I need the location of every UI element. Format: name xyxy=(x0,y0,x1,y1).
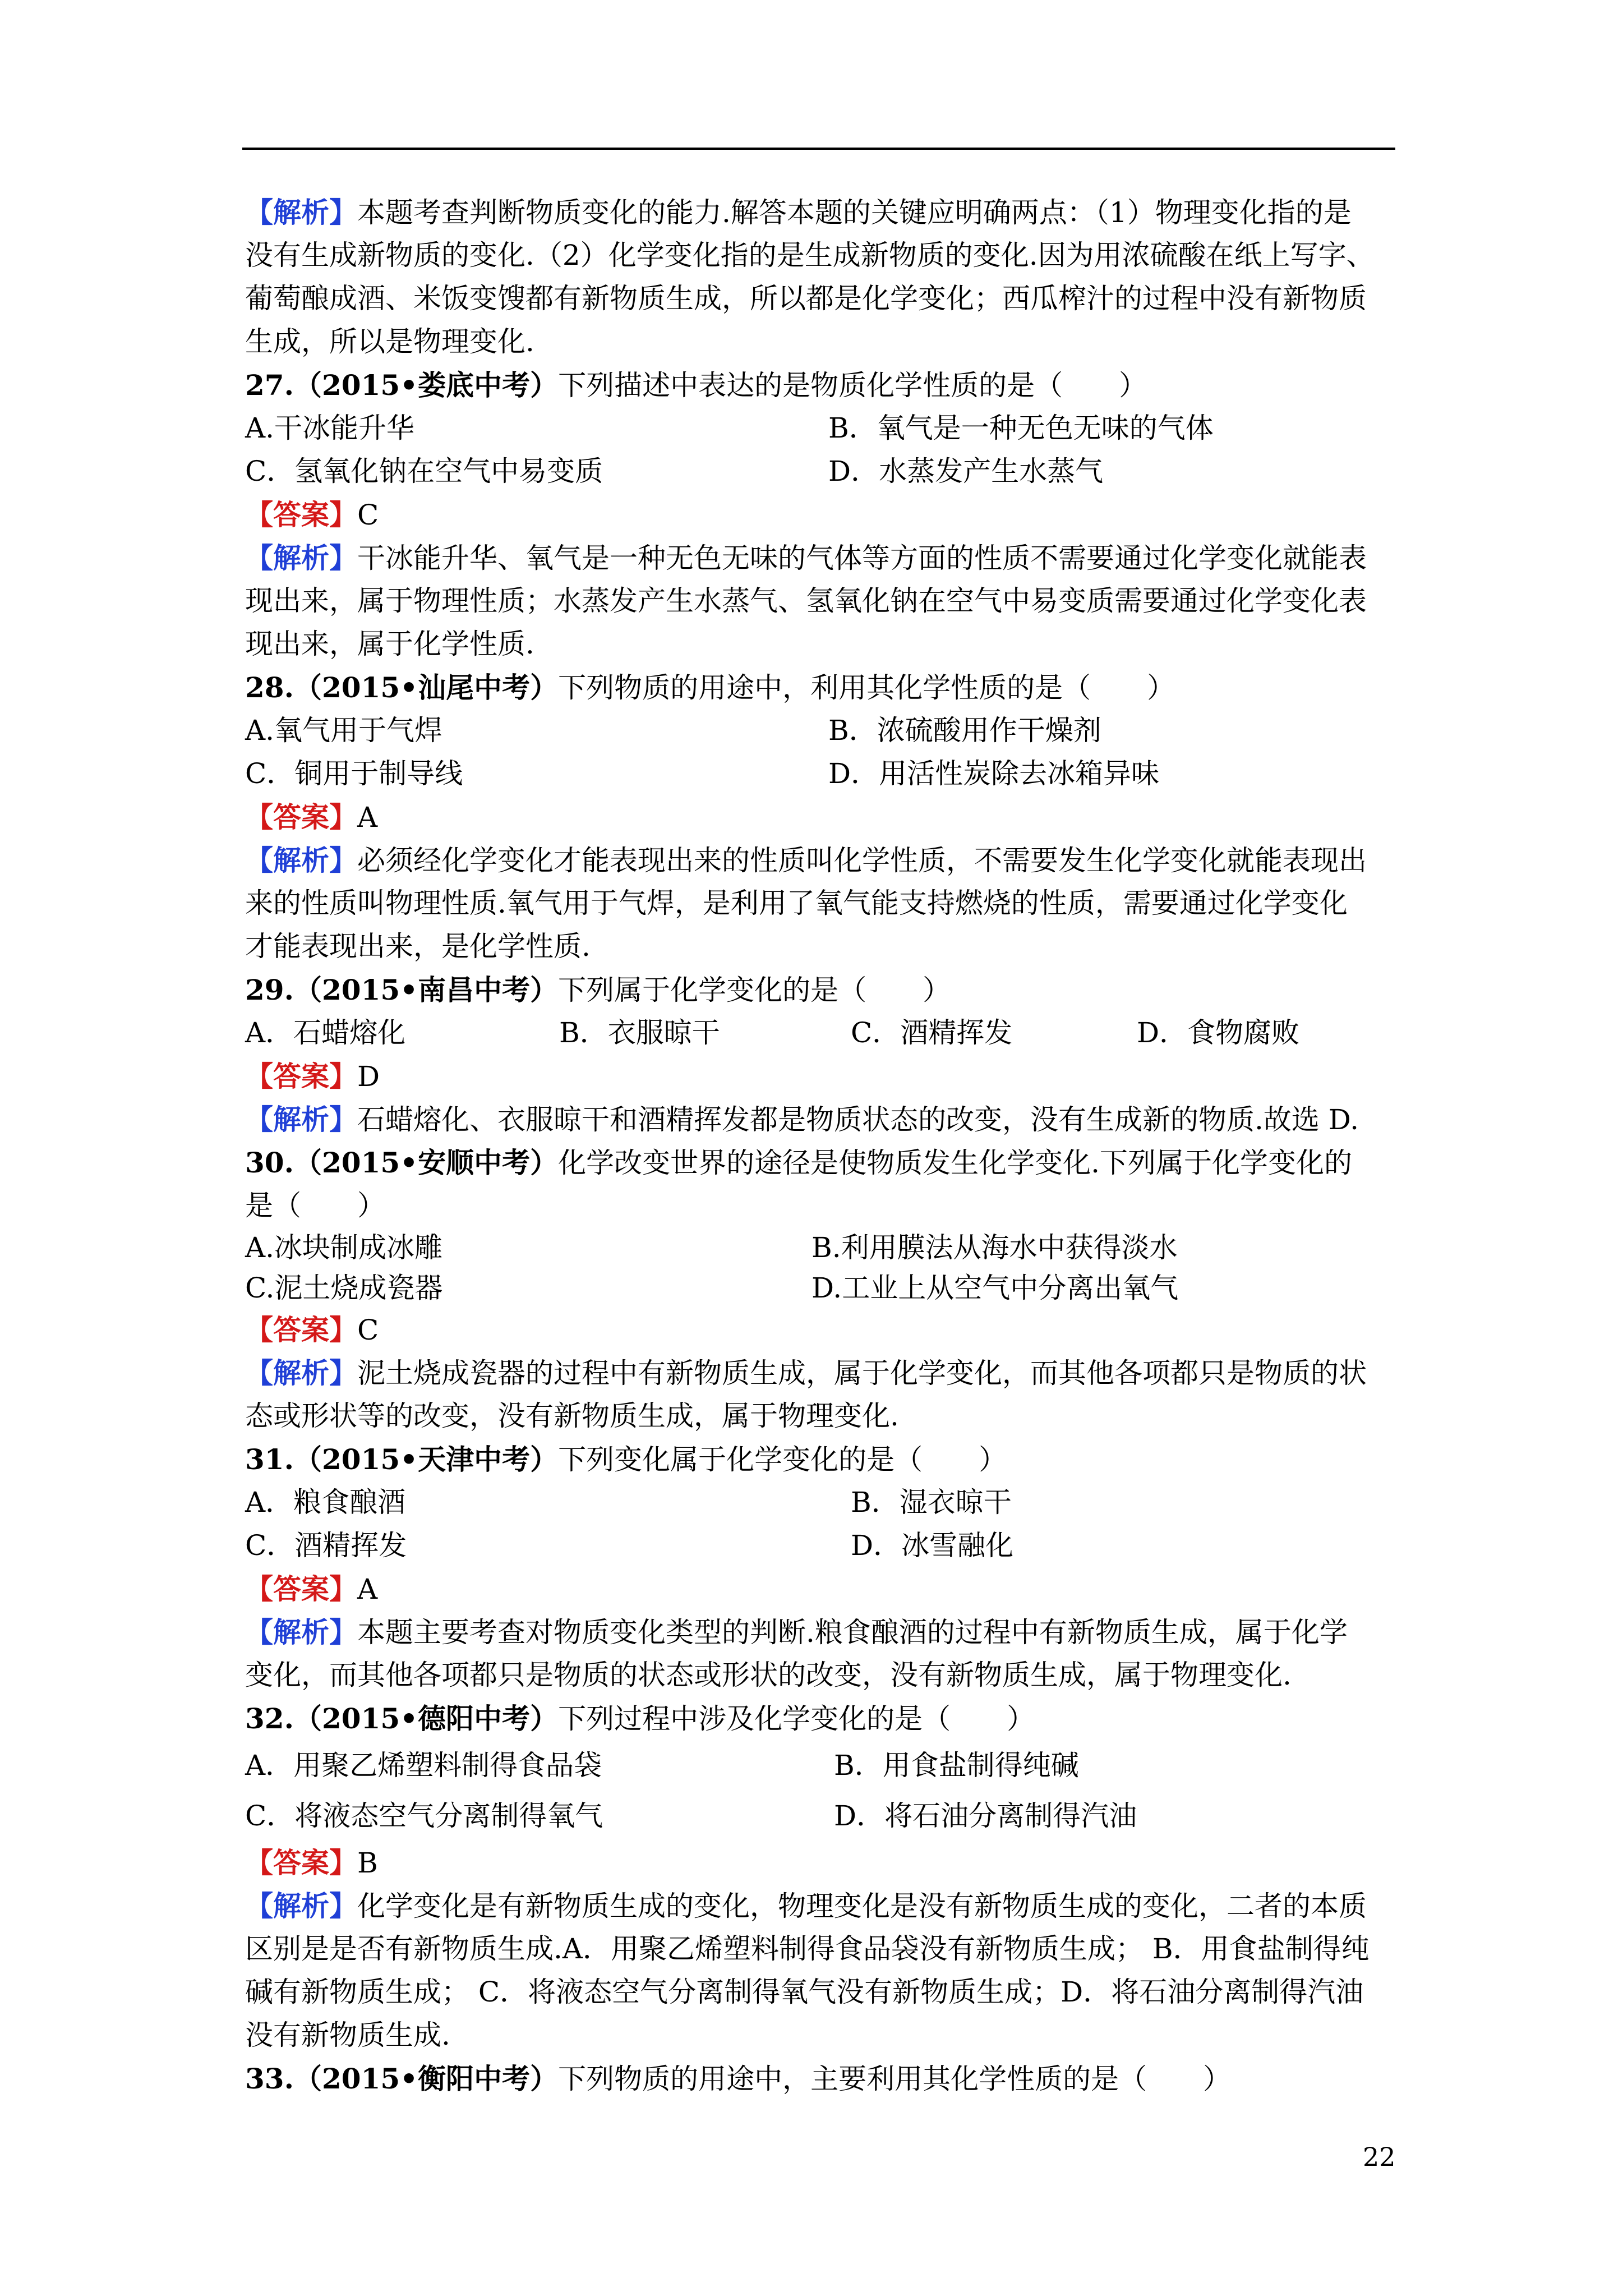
explanation-line: 【解析】石蜡熔化、衣服晾干和酒精挥发都是物质状态的改变，没有生成新的物质.故选 D. xyxy=(245,1103,1359,1136)
explanation-tag: 【解析】 xyxy=(245,1889,357,1922)
explanation-line: 没有新物质生成. xyxy=(245,2019,450,2051)
option-d: D．将石油分离制得汽油 xyxy=(834,1800,1137,1832)
question-stem: 29.（2015•南昌中考）下列属于化学变化的是（ ） xyxy=(245,973,951,1006)
question-stem-cont: 是（ ） xyxy=(245,1189,385,1222)
explanation-line: 现出来，属于化学性质. xyxy=(245,628,534,660)
explanation-tag: 【解析】 xyxy=(245,1356,357,1389)
explanation-line: 没有生成新物质的变化.（2）化学变化指的是生成新物质的变化.因为用浓硫酸在纸上写字、 xyxy=(245,239,1375,272)
answer-value: C xyxy=(357,1314,379,1346)
explanation-line: 生成，所以是物理变化. xyxy=(245,325,534,358)
question-stem: 32.（2015•德阳中考）下列过程中涉及化学变化的是（ ） xyxy=(245,1702,1035,1735)
explanation-line: 碱有新物质生成； C．将液态空气分离制得氧气没有新物质生成；D．将石油分离制得汽油 xyxy=(245,1976,1364,2008)
question-stem: 27.（2015•娄底中考）下列描述中表达的是物质化学性质的是（ ） xyxy=(245,369,1147,402)
option-row xyxy=(245,407,1400,450)
answer-tag: 【答案】 xyxy=(245,1846,357,1879)
option-a: A.冰块制成冰雕 xyxy=(245,1231,443,1264)
question-stem: 30.（2015•安顺中考）化学改变世界的途径是使物质发生化学变化.下列属于化学变化的 xyxy=(245,1146,1353,1179)
explanation-line: 现出来，属于物理性质；水蒸发产生水蒸气、氢氧化钠在空气中易变质需要通过化学变化表 xyxy=(245,585,1367,617)
explanation-line: 才能表现出来，是化学性质. xyxy=(245,930,591,963)
explanation-line: 【解析】本题主要考查对物质变化类型的判断.粮食酿酒的过程中有新物质生成，属于化学 xyxy=(245,1616,1348,1649)
explanation-line: 区别是是否有新物质生成.A．用聚乙烯塑料制得食品袋没有新物质生成； B．用食盐制得纯 xyxy=(245,1932,1370,1965)
option-row xyxy=(245,450,1400,493)
question-stem: 33.（2015•衡阳中考）下列物质的用途中，主要利用其化学性质的是（ ） xyxy=(245,2062,1232,2095)
option-row xyxy=(245,1011,1400,1055)
answer-tag: 【答案】 xyxy=(245,498,357,531)
option-row xyxy=(245,709,1400,752)
option-d: D．食物腐败 xyxy=(1137,1016,1300,1049)
option-row xyxy=(245,1524,1400,1567)
explanation-line: 【解析】必须经化学变化才能表现出来的性质叫化学性质，不需要发生化学变化就能表现出 xyxy=(245,844,1367,877)
explanation-line: 【解析】干冰能升华、氧气是一种无色无味的气体等方面的性质不需要通过化学变化就能表 xyxy=(245,541,1367,574)
explanation-line: 来的性质叫物理性质.氧气用于气焊，是利用了氧气能支持燃烧的性质，需要通过化学变化 xyxy=(245,887,1348,919)
option-b: B．用食盐制得纯碱 xyxy=(834,1749,1079,1782)
option-c: C．铜用于制导线 xyxy=(245,757,463,790)
explanation-tag: 【解析】 xyxy=(245,541,357,574)
answer-tag: 【答案】 xyxy=(245,1060,357,1093)
page-body xyxy=(245,191,1400,2100)
answer-tag: 【答案】 xyxy=(245,1313,357,1346)
option-b: B．浓硫酸用作干燥剂 xyxy=(828,714,1101,747)
option-c: C．氢氧化钠在空气中易变质 xyxy=(245,455,603,487)
answer-line xyxy=(245,493,1400,536)
option-a: A.干冰能升华 xyxy=(245,412,415,444)
explanation-tag: 【解析】 xyxy=(245,844,357,877)
answer-value: D xyxy=(357,1060,380,1093)
question-stem: 31.（2015•天津中考）下列变化属于化学变化的是（ ） xyxy=(245,1443,1007,1476)
explanation-tag: 【解析】 xyxy=(245,1103,357,1136)
explanation-line: 【解析】化学变化是有新物质生成的变化，物理变化是没有新物质生成的变化，二者的本质 xyxy=(245,1889,1367,1922)
option-a: A.氧气用于气焊 xyxy=(245,714,443,747)
option-row xyxy=(245,1481,1400,1524)
answer-tag: 【答案】 xyxy=(245,1572,357,1605)
option-b: B．衣服晾干 xyxy=(559,1016,720,1049)
explanation-line: 【解析】泥土烧成瓷器的过程中有新物质生成，属于化学变化，而其他各项都只是物质的状 xyxy=(245,1356,1367,1389)
option-row xyxy=(245,752,1400,795)
option-a: A．粮食酿酒 xyxy=(245,1486,406,1519)
header-rule xyxy=(242,148,1395,150)
explanation-line: 变化，而其他各项都只是物质的状态或形状的改变，没有新物质生成，属于物理变化. xyxy=(245,1659,1292,1691)
option-row xyxy=(245,1268,1400,1308)
option-d: D．冰雪融化 xyxy=(851,1529,1014,1562)
answer-line xyxy=(245,1567,1400,1611)
option-b: B．氧气是一种无色无味的气体 xyxy=(828,412,1214,444)
question-stem: 28.（2015•汕尾中考）下列物质的用途中，利用其化学性质的是（ ） xyxy=(245,671,1175,704)
option-b: B．湿衣晾干 xyxy=(851,1486,1012,1519)
option-d: D.工业上从空气中分离出氧气 xyxy=(811,1272,1179,1304)
answer-value: C xyxy=(357,499,379,531)
option-row xyxy=(245,1227,1400,1268)
page-number: 22 xyxy=(1363,2142,1396,2172)
explanation-tag: 【解析】 xyxy=(245,196,357,229)
option-c: C．酒精挥发 xyxy=(851,1016,1013,1049)
option-d: D．用活性炭除去冰箱异味 xyxy=(828,757,1160,790)
option-c: C．酒精挥发 xyxy=(245,1529,407,1562)
answer-line xyxy=(245,1055,1400,1098)
explanation-line: 态或形状等的改变，没有新物质生成，属于物理变化. xyxy=(245,1400,899,1432)
answer-line xyxy=(245,1308,1400,1351)
option-a: A．用聚乙烯塑料制得食品袋 xyxy=(245,1749,602,1782)
option-c: C.泥土烧成瓷器 xyxy=(245,1272,443,1304)
answer-value: A xyxy=(357,801,378,834)
answer-value: B xyxy=(357,1847,378,1879)
answer-tag: 【答案】 xyxy=(245,800,357,834)
option-d: D．水蒸发产生水蒸气 xyxy=(828,455,1104,487)
option-row xyxy=(245,1791,1400,1841)
option-a: A．石蜡熔化 xyxy=(245,1016,406,1049)
explanation-tag: 【解析】 xyxy=(245,1616,357,1649)
answer-line xyxy=(245,795,1400,839)
option-c: C．将液态空气分离制得氧气 xyxy=(245,1800,603,1832)
explanation-line: 葡萄酿成酒、米饭变馊都有新物质生成，所以都是化学变化；西瓜榨汁的过程中没有新物质 xyxy=(245,282,1367,315)
option-b: B.利用膜法从海水中获得淡水 xyxy=(811,1231,1178,1264)
explanation-line: 【解析】本题考查判断物质变化的能力.解答本题的关键应明确两点：（1）物理变化指的是 xyxy=(245,196,1352,229)
answer-line xyxy=(245,1841,1400,1884)
answer-value: A xyxy=(357,1573,378,1605)
option-row xyxy=(245,1740,1400,1791)
